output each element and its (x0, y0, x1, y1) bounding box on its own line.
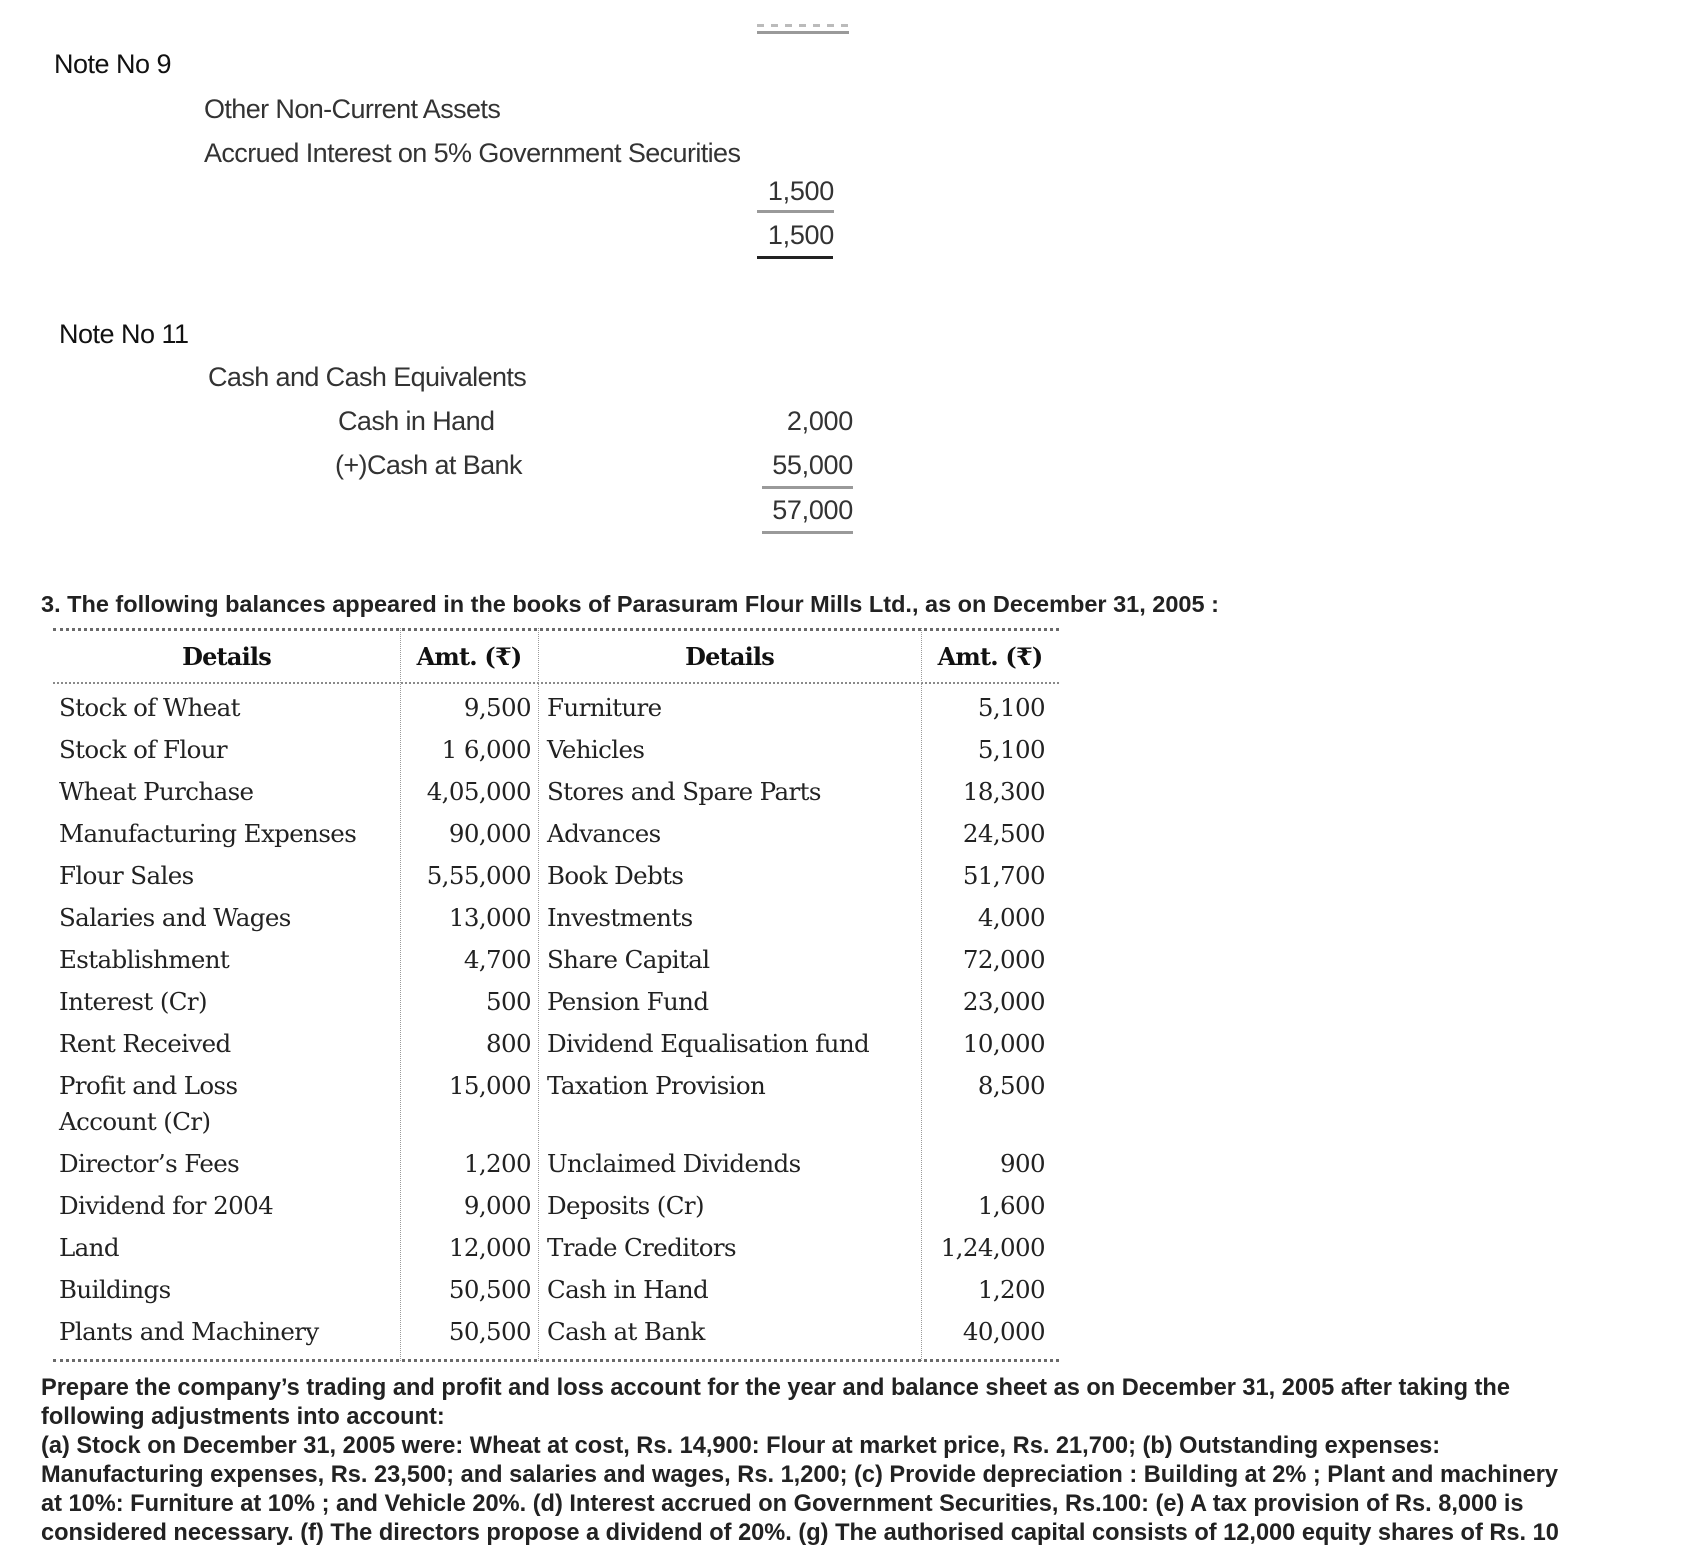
balances-table (53, 628, 1059, 1361)
row-right-amount: 23,000 (962, 987, 1045, 1016)
note-9-title: Other Non-Current Assets (204, 94, 501, 124)
header-details-right: Details (685, 642, 774, 671)
question-heading: 3. The following balances appeared in the books of Parasuram Flour Mills Ltd., as on December 31, 2005 : (41, 591, 1219, 617)
row-right-amount: 5,100 (977, 735, 1045, 764)
row-right-amount: 1,200 (977, 1275, 1045, 1304)
row-left-amount: 4,700 (463, 945, 531, 974)
instruction-line: at 10%: Furniture at 10% ; and Vehicle 20%. (d) Interest accrued on Government Securities, Rs.100: (e) A tax provision of Rs. 8,000 is (41, 1491, 1524, 1517)
row-left-label: Salaries and Wages (59, 903, 291, 932)
row-right-label: Deposits (Cr) (547, 1191, 704, 1220)
header-amount-left: Amt. (₹) (416, 642, 522, 671)
note-11-item-label: (+)Cash at Bank (335, 450, 522, 480)
row-left-amount: 90,000 (448, 819, 531, 848)
cut-off-figure-fragment (757, 24, 849, 27)
instruction-line: Manufacturing expenses, Rs. 23,500; and salaries and wages, Rs. 1,200; (c) Provide depreciation : Building at 2% ; Plant and machinery (41, 1462, 1559, 1488)
row-right-label: Book Debts (547, 861, 684, 890)
header-details-left: Details (182, 642, 271, 671)
row-left-label: Land (59, 1233, 119, 1262)
row-left-amount: 12,000 (448, 1233, 531, 1262)
row-left-label: Flour Sales (59, 861, 194, 890)
row-left-amount: 500 (486, 987, 531, 1016)
top-total-rule (757, 31, 849, 34)
row-right-amount: 8,500 (977, 1071, 1045, 1100)
row-right-amount: 1,24,000 (940, 1233, 1045, 1262)
row-left-label: Stock of Wheat (59, 693, 240, 722)
row-left-label-continued: Account (Cr) (59, 1107, 211, 1136)
note-9-line-item: Accrued Interest on 5% Government Securities (204, 138, 741, 168)
row-right-label: Pension Fund (547, 987, 709, 1016)
instruction-line: Prepare the company’s trading and profit and loss account for the year and balance sheet as on December 31, 2005 after taking the (41, 1375, 1510, 1401)
row-right-label: Stores and Spare Parts (547, 777, 821, 806)
note-9-subtotal-rule (757, 210, 834, 213)
note-11-total: 57,000 (772, 495, 853, 525)
row-left-amount: 4,05,000 (426, 777, 531, 806)
row-left-label: Dividend for 2004 (59, 1191, 274, 1220)
note-9-total-rule (757, 256, 833, 259)
row-left-amount: 1 6,000 (441, 735, 531, 764)
row-right-amount: 18,300 (962, 777, 1045, 806)
row-right-label: Cash at Bank (547, 1317, 705, 1346)
row-right-amount: 4,000 (977, 903, 1045, 932)
note-11-item-amount: 55,000 (772, 450, 853, 480)
instruction-line: considered necessary. (f) The directors propose a dividend of 20%. (g) The authorised capital consists of 12,000 equity shares of Rs. 10 (41, 1520, 1559, 1546)
row-right-label: Cash in Hand (547, 1275, 709, 1304)
row-right-amount: 40,000 (962, 1317, 1045, 1346)
row-right-label: Taxation Provision (547, 1071, 766, 1100)
row-left-amount: 9,000 (463, 1191, 531, 1220)
row-left-label: Profit and Loss (59, 1071, 238, 1100)
row-left-label: Manufacturing Expenses (59, 819, 357, 848)
row-right-amount: 51,700 (962, 861, 1045, 890)
instruction-line: following adjustments into account: (41, 1404, 445, 1430)
row-left-label: Director’s Fees (59, 1149, 240, 1178)
note-9-amount: 1,500 (767, 176, 834, 206)
row-left-amount: 15,000 (448, 1071, 531, 1100)
note-11-heading: Note No 11 (59, 319, 189, 349)
row-left-label: Plants and Machinery (59, 1317, 319, 1346)
header-amount-right: Amt. (₹) (937, 642, 1043, 671)
note-11-title: Cash and Cash Equivalents (208, 362, 527, 392)
table-top-rule (53, 628, 1059, 631)
row-right-amount: 1,600 (977, 1191, 1045, 1220)
row-left-amount: 800 (486, 1029, 531, 1058)
row-left-label: Stock of Flour (59, 735, 228, 764)
row-left-amount: 9,500 (463, 693, 531, 722)
note-11-subtotal-rule (762, 486, 853, 489)
row-right-label: Investments (547, 903, 693, 932)
table-header-rule (53, 682, 1059, 684)
row-left-label: Rent Received (59, 1029, 231, 1058)
row-right-label: Share Capital (547, 945, 710, 974)
row-right-amount: 900 (1000, 1149, 1045, 1178)
instructions-paragraph (41, 1374, 1681, 1548)
row-left-label: Establishment (59, 945, 230, 974)
row-right-label: Furniture (547, 693, 662, 722)
note-9-total: 1,500 (767, 220, 834, 250)
row-left-amount: 5,55,000 (426, 861, 531, 890)
row-left-amount: 50,500 (448, 1275, 531, 1304)
note-11-item-label: Cash in Hand (338, 406, 495, 436)
column-divider (538, 628, 539, 1361)
row-right-label: Vehicles (547, 735, 645, 764)
row-left-amount: 50,500 (448, 1317, 531, 1346)
row-left-label: Wheat Purchase (59, 777, 254, 806)
row-right-label: Advances (547, 819, 661, 848)
row-right-amount: 5,100 (977, 693, 1045, 722)
row-left-label: Interest (Cr) (59, 987, 207, 1016)
row-left-label: Buildings (59, 1275, 171, 1304)
row-left-amount: 1,200 (463, 1149, 531, 1178)
note-9-heading: Note No 9 (54, 49, 172, 79)
row-right-label: Trade Creditors (547, 1233, 736, 1262)
row-left-amount: 13,000 (448, 903, 531, 932)
note-11-total-rule (762, 531, 853, 534)
row-right-label: Dividend Equalisation fund (547, 1029, 870, 1058)
row-right-label: Unclaimed Dividends (547, 1149, 801, 1178)
table-bottom-rule (53, 1359, 1059, 1362)
row-right-amount: 24,500 (962, 819, 1045, 848)
row-right-amount: 72,000 (962, 945, 1045, 974)
row-right-amount: 10,000 (962, 1029, 1045, 1058)
instruction-line: (a) Stock on December 31, 2005 were: Wheat at cost, Rs. 14,900: Flour at market price, Rs. 21,700; (b) Outstanding expenses: (41, 1433, 1441, 1459)
note-11-item-amount: 2,000 (786, 406, 853, 436)
